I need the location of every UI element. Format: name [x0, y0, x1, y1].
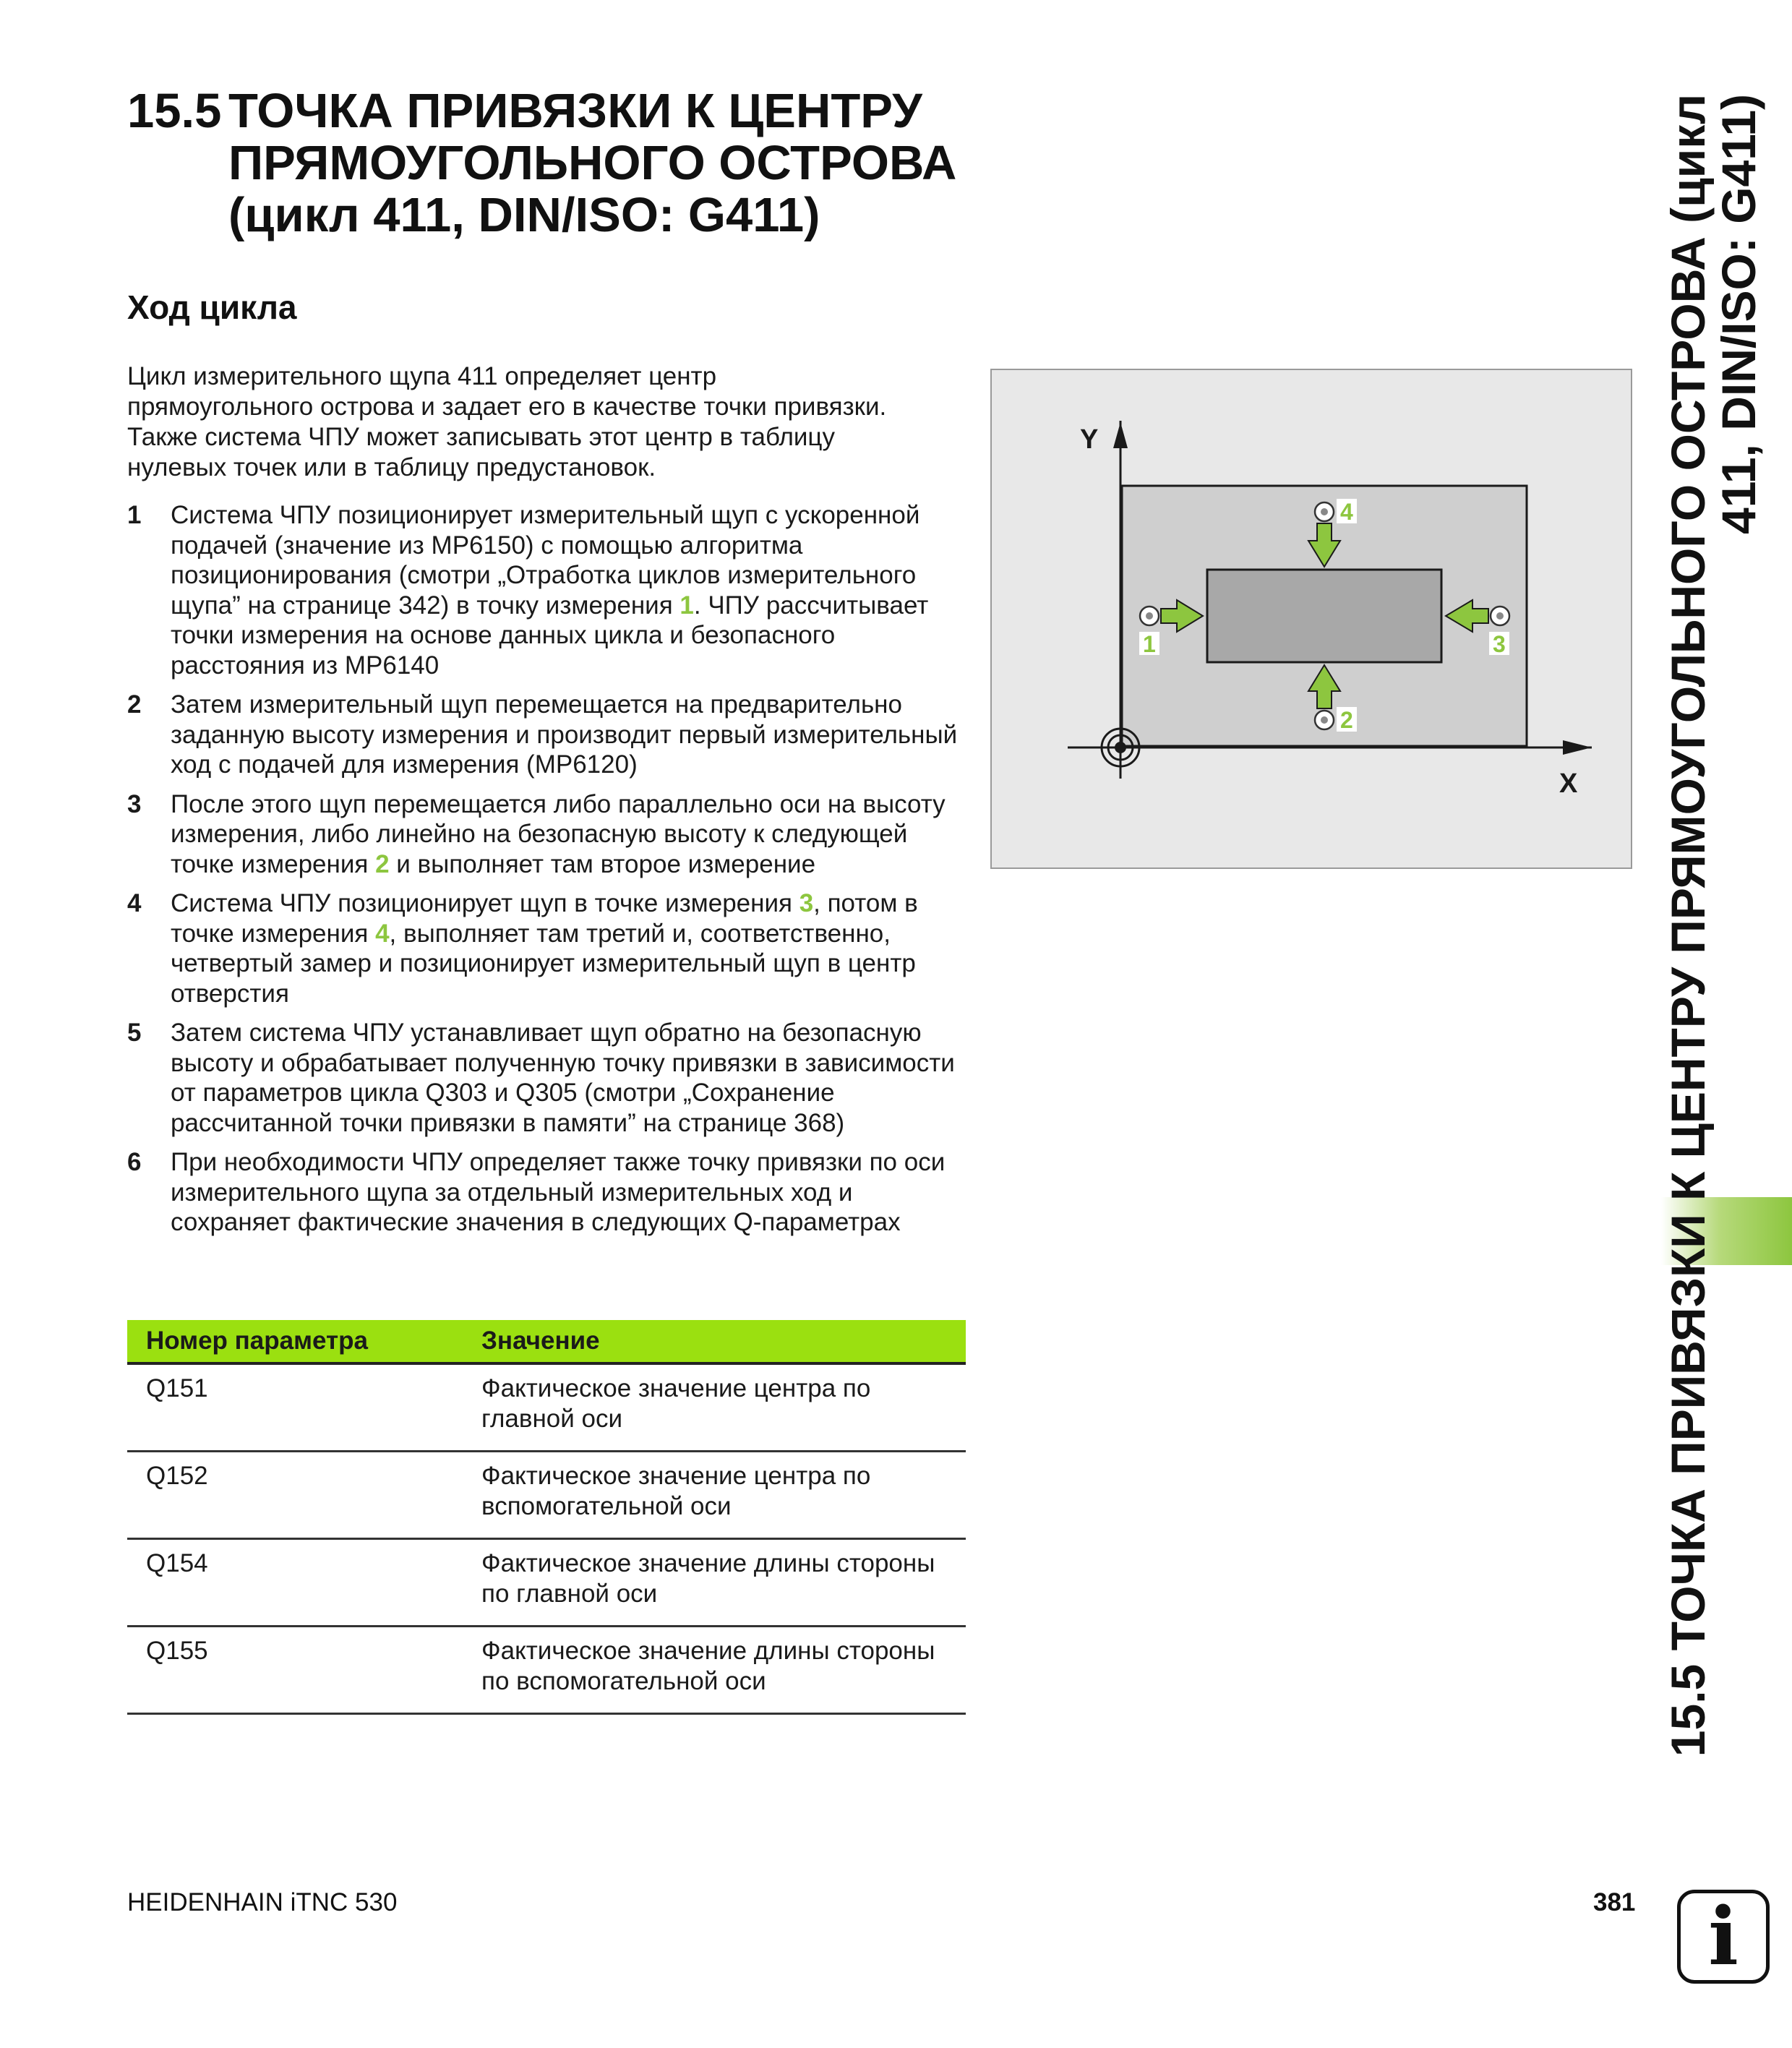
chapter-title-line-2: ПРЯМОУГОЛЬНОГО ОСТРОВА	[228, 136, 957, 190]
rectangular-island	[1207, 570, 1441, 662]
y-axis-arrowhead	[1113, 422, 1128, 448]
point-3-label: 3	[1493, 631, 1506, 657]
x-axis-label: X	[1559, 768, 1578, 799]
probe-cycle-diagram	[990, 369, 1632, 869]
intro-paragraph: Цикл измерительного щупа 411 определяет центр прямоугольного острова и задает его в качестве точки привязки. Также система ЧПУ может записывать этот центр в таблицу нулевых точек или в таблицу предустановок.	[127, 362, 887, 481]
table-header-row	[127, 1320, 966, 1363]
page-number: 381	[1593, 1888, 1636, 1916]
value-cell: Фактическое значение длины стороны по главной оси	[481, 1539, 966, 1627]
steps-list	[127, 500, 966, 1247]
step-text: , потом в точке измерения	[171, 889, 918, 948]
param-cell: Q154	[127, 1539, 481, 1627]
step-text: После этого щуп перемещается либо параллельно оси на высоту измерения, либо линейно на безопасную высоту к следующей точке измерения	[171, 789, 946, 878]
value-cell: Фактическое значение длины стороны по вспомогательной оси	[481, 1627, 966, 1714]
datum-icon	[1102, 729, 1139, 766]
step-number: 2	[127, 690, 142, 719]
chapter-title-line-3: (цикл 411, DIN/ISO: G411)	[228, 188, 820, 242]
point-2-label: 2	[1340, 707, 1353, 733]
step-text: , выполняет там третий и, соответственно, четвертый замер и позиционирует измерительный щуп в центр отверстия	[171, 919, 916, 1008]
step-item	[127, 888, 966, 1008]
step-point-ref: 1	[679, 591, 694, 620]
param-cell: Q152	[127, 1452, 481, 1539]
step-point-ref: 2	[375, 849, 390, 878]
step-item	[127, 690, 966, 780]
info-icon	[1677, 1890, 1770, 1984]
table-row	[127, 1539, 966, 1627]
step-text: При необходимости ЧПУ определяет также точку привязки по оси измерительного щупа за отдельный измерительных ход и сохраняет фактические значения в следующих Q-параметрах	[171, 1148, 946, 1236]
probe-point-2-icon	[1315, 711, 1334, 729]
info-icon-glyph: i	[1708, 1890, 1739, 1983]
table-row	[127, 1363, 966, 1452]
step-item	[127, 1018, 966, 1138]
step-text: . ЧПУ рассчитывает точки измерения на основе данных цикла и безопасного расстояния из MP6140	[171, 591, 929, 680]
point-1-label: 1	[1143, 631, 1156, 657]
table-row	[127, 1452, 966, 1539]
step-number: 1	[127, 501, 142, 529]
param-cell: Q151	[127, 1363, 481, 1452]
step-text: Затем измерительный щуп перемещается на предварительно заданную высоту измерения и производит первый измерительный ход с подачей для измерения (MP6120)	[171, 690, 958, 779]
value-cell: Фактическое значение центра по вспомогательной оси	[481, 1452, 966, 1539]
step-item	[127, 500, 966, 680]
y-axis-label: Y	[1080, 424, 1099, 455]
table-row	[127, 1627, 966, 1714]
chapter-title-line-1: ТОЧКА ПРИВЯЗКИ К ЦЕНТРУ	[228, 84, 922, 138]
step-point-ref: 4	[375, 919, 390, 948]
step-text: Система ЧПУ позиционирует измерительный щуп с ускоренной подачей (значение из MP6150) с помощью алгоритма позиционирования (смотри „Отработка циклов измерительного щупа” на странице 342) в точку измерения	[171, 501, 920, 620]
chapter-title	[127, 85, 1024, 241]
step-item	[127, 1147, 966, 1238]
step-text: Затем система ЧПУ устанавливает щуп обратно на безопасную высоту и обрабатывает полученную точку привязки в зависимости от параметров цикла Q303 и Q305 (смотри „Сохранение рассчитанной точки привязки в памяти” на странице 368)	[171, 1019, 955, 1137]
point-4-label: 4	[1340, 499, 1353, 525]
table-header-param: Номер параметра	[127, 1320, 481, 1363]
probe-point-4-icon	[1315, 502, 1334, 521]
step-number: 6	[127, 1148, 142, 1176]
step-text: Система ЧПУ позиционирует щуп в точке измерения	[171, 889, 799, 917]
parameter-table	[127, 1320, 966, 1715]
side-running-title: 15.5 ТОЧКА ПРИВЯЗКИ К ЦЕНТРУ ПРЯМОУГОЛЬНОГО ОСТРОВА (цикл 411, DIN/ISO: G411)	[1661, 94, 1765, 1757]
step-number: 4	[127, 889, 142, 917]
param-cell: Q155	[127, 1627, 481, 1714]
value-cell: Фактическое значение центра по главной оси	[481, 1363, 966, 1452]
diagram-svg	[992, 370, 1634, 870]
chapter-number: 15.5	[127, 84, 222, 138]
step-text: и выполняет там второе измерение	[389, 849, 816, 878]
x-axis-arrowhead	[1563, 740, 1592, 755]
footer-product: HEIDENHAIN iTNC 530	[127, 1888, 398, 1916]
table-header-value: Значение	[481, 1320, 966, 1363]
probe-point-1-icon	[1140, 607, 1159, 625]
step-item	[127, 789, 966, 880]
step-number: 3	[127, 789, 142, 818]
section-heading: Ход цикла	[127, 288, 297, 326]
step-number: 5	[127, 1019, 142, 1047]
step-point-ref: 3	[799, 889, 814, 917]
probe-point-3-icon	[1491, 607, 1509, 625]
